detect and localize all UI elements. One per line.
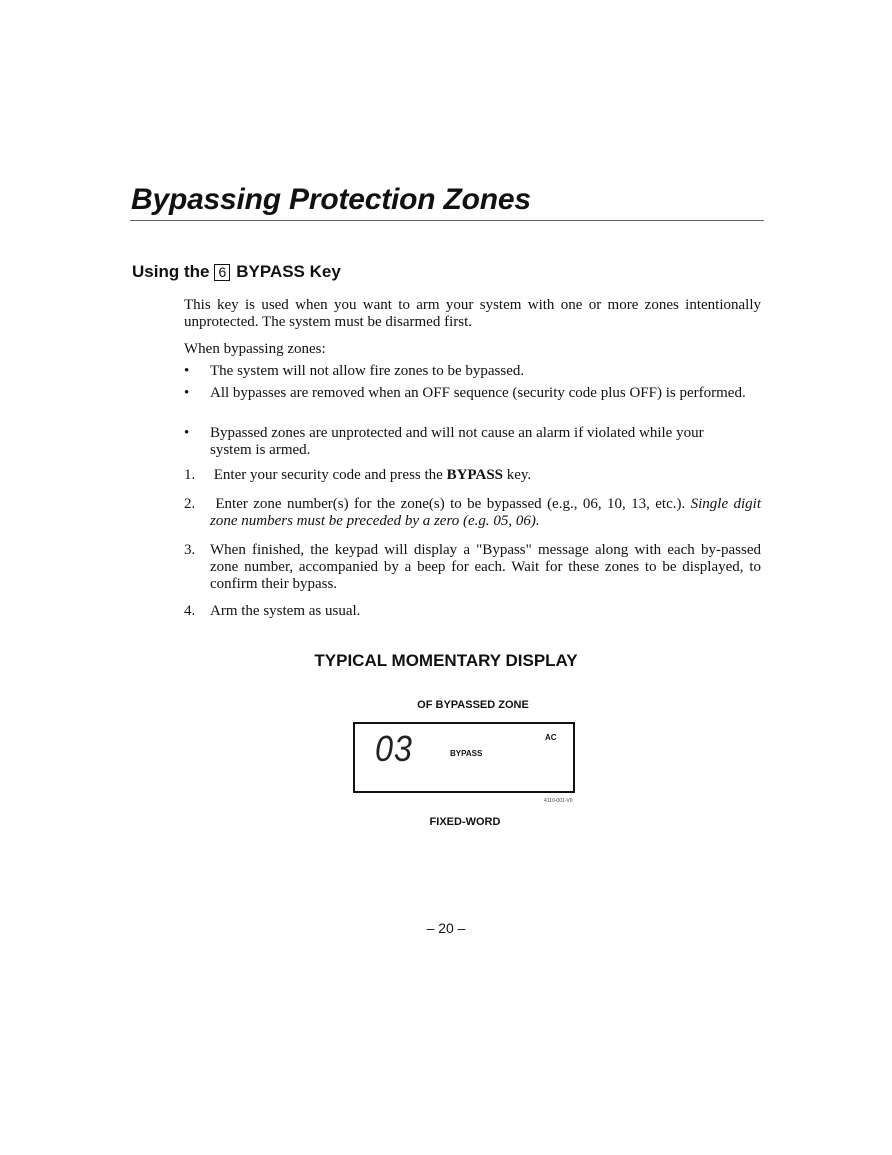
bullet-text: Bypassed zones are unprotected and will not cause an alarm if violated while your system is armed. (210, 425, 704, 458)
key-6-box: 6 (214, 264, 230, 281)
step-note: Single digit zone numbers must be preceded by a zero (e.g. 05, 06). (210, 496, 762, 529)
step-number: 4. (184, 603, 196, 619)
step-item (184, 542, 761, 593)
bullet-text: All bypasses are removed when an OFF sequence (security code plus OFF) is performed. (210, 385, 746, 401)
display-heading: TYPICAL MOMENTARY DISPLAY (314, 651, 578, 670)
intro-text: This key is used when you want to arm your system with one or more zones intentionally unprotected. The system must be disarmed first. (184, 297, 761, 330)
step-number: 3. (184, 542, 196, 558)
step-number: 2. (184, 496, 196, 512)
step-item (184, 603, 761, 620)
keypad-display (353, 722, 575, 793)
step-text: Arm the system as usual. (210, 603, 361, 619)
section-heading-suffix: BYPASS Key (236, 262, 341, 281)
step-item (184, 467, 761, 484)
step-text-before: Enter your security code and press the (213, 467, 447, 483)
page-title: Bypassing Protection Zones (131, 183, 531, 216)
zone-digits: 03 (375, 728, 413, 769)
bullet-mark: • (184, 385, 190, 401)
step-number: 1. (184, 467, 196, 483)
step-text: When finished, the keypad will display a "Bypass" message along with each by-passed zone number, accompanied by a beep for each. Wait for these zones to be displayed, to confirm their bypass. (210, 542, 761, 592)
bullet-mark: • (184, 425, 190, 441)
step-text-after: key. (503, 467, 532, 483)
figure-id: 4110-001-V0 (544, 798, 573, 804)
ac-indicator: AC (545, 733, 557, 742)
section-heading-prefix: Using the (132, 262, 210, 281)
bullet-text: The system will not allow fire zones to be bypassed. (210, 363, 525, 379)
section-heading (132, 262, 341, 282)
step-text-main: Enter zone number(s) for the zone(s) to be bypassed (e.g., 06, 10, 13, etc.). (215, 496, 691, 512)
bullet-mark: • (184, 363, 190, 379)
step-text (210, 467, 761, 484)
page-number: – 20 – (426, 920, 466, 936)
bullets-intro: When bypassing zones: (184, 341, 326, 357)
display-bottom-label: FIXED-WORD (429, 816, 501, 828)
title-rule (130, 220, 764, 221)
step-item (184, 496, 761, 530)
bypass-key-name: BYPASS (446, 467, 503, 483)
bullet-item (184, 385, 761, 402)
bullet-item (184, 363, 761, 380)
bypass-word: BYPASS (450, 749, 483, 758)
step-text (210, 496, 761, 530)
bullet-item (184, 425, 761, 459)
intro-paragraph (184, 297, 761, 331)
display-top-label: OF BYPASSED ZONE (417, 699, 529, 711)
